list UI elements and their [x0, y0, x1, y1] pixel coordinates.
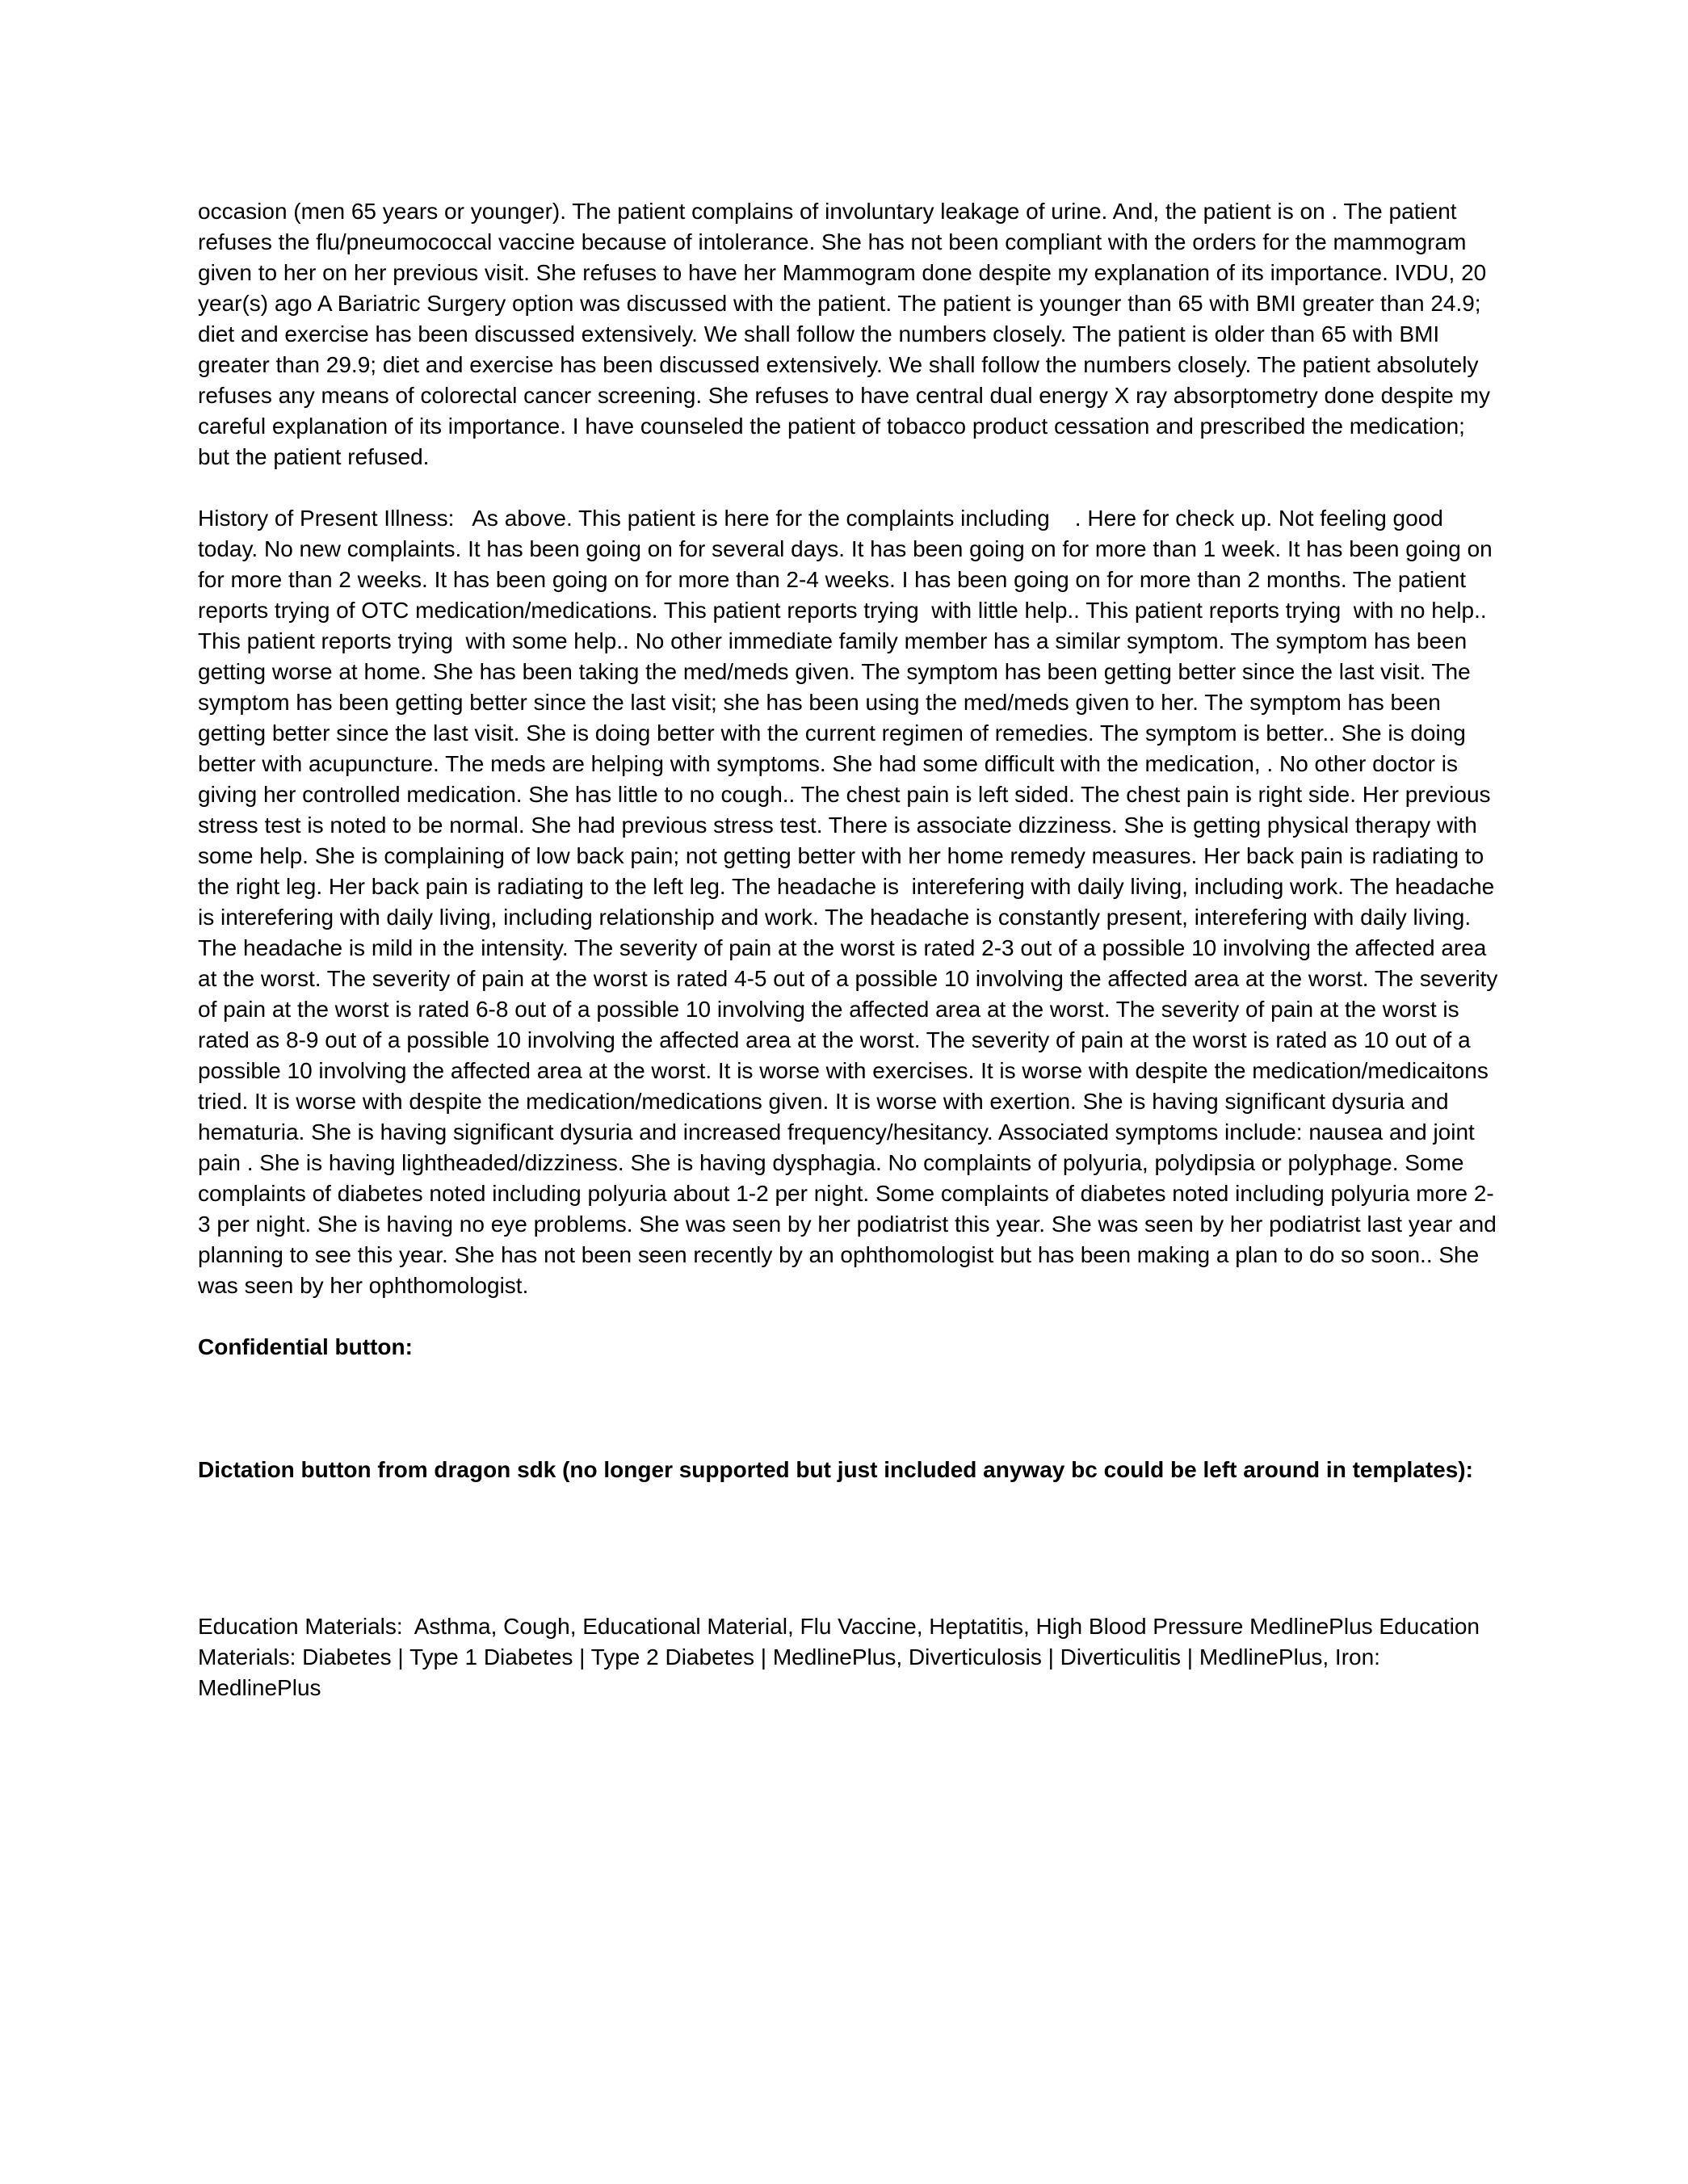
dictation-button-heading: Dictation button from dragon sdk (no longer supported but just included anyway bc could be left around in templates): — [198, 1457, 1473, 1482]
counseling-paragraph: occasion (men 65 years or younger). The patient complains of involuntary leakage of urine. And, the patient is on . The patient refuses the flu/pneumococcal vaccine because of intolerance. She has not been compliant with the orders for the mammogram given to her on her previous visit. She refuses to have her Mammogram done despite my explanation of its importance. IVDU, 20 year(s) ago A Bariatric Surgery option was discussed with the patient. The patient is younger than 65 with BMI greater than 24.9; diet and exercise has been discussed extensively. We shall follow the numbers closely. The patient is older than 65 with BMI greater than 29.9; diet and exercise has been discussed extensively. We shall follow the numbers closely. The patient absolutely refuses any means of colorectal cancer screening. She refuses to have central dual energy X ray absorptometry done despite my careful explanation of its importance. I have counseled the patient of tobacco product cessation and prescribed the medication; but the patient refused. — [198, 199, 1497, 469]
education-materials-paragraph: Education Materials: Asthma, Cough, Educational Material, Flu Vaccine, Heptatitis, High Blood Pressure MedlinePlus Education Materials: Diabetes | Type 1 Diabetes | Type 2 Diabetes | MedlinePlus, Diverticulosis | Diverticulitis | MedlinePlus, Iron: MedlinePlus — [198, 1614, 1486, 1700]
confidential-button-heading: Confidential button: — [198, 1334, 413, 1359]
document-content — [198, 196, 1505, 1703]
hpi-paragraph: History of Present Illness: As above. This patient is here for the complaints including . Here for check up. Not feeling good today. No new complaints. It has been going on for several days. It has been going on for more than 1 week. It has been going on for more than 2 weeks. It has been going on for more than 2-4 weeks. I has been going on for more than 2 months. The patient reports trying of OTC medication/medications. This patient reports trying with little help.. This patient reports trying with no help.. This patient reports trying with some help.. No other immediate family member has a similar symptom. The symptom has been getting worse at home. She has been taking the med/meds given. The symptom has been getting better since the last visit. The symptom has been getting better since the last visit; she has been using the med/meds given to her. The symptom has been getting better since the last visit. She is doing better with the current regimen of remedies. The symptom is better.. She is doing better with acupuncture. The meds are helping with symptoms. She had some difficult with the medication, . No other doctor is giving her controlled medication. She has little to no cough.. The chest pain is left sided. The chest pain is right side. Her previous stress test is noted to be normal. She had previous stress test. There is associate dizziness. She is getting physical therapy with some help. She is complaining of low back pain; not getting better with her home remedy measures. Her back pain is radiating to the right leg. Her back pain is radiating to the left leg. The headache is interefering with daily living, including work. The headache is interefering with daily living, including relationship and work. The headache is constantly present, interefering with daily living. The headache is mild in the intensity. The severity of pain at the worst is rated 2-3 out of a possible 10 involving the affected area at the worst. The severity of pain at the worst is rated 4-5 out of a possible 10 involving the affected area at the worst. The severity of pain at the worst is rated 6-8 out of a possible 10 involving the affected area at the worst. The severity of pain at the worst is rated as 8-9 out of a possible 10 involving the affected area at the worst. The severity of pain at the worst is rated as 10 out of a possible 10 involving the affected area at the worst. It is worse with exercises. It is worse with despite the medication/medicaitons tried. It is worse with despite the medication/medications given. It is worse with exertion. She is having significant dysuria and hematuria. She is having significant dysuria and increased frequency/hesitancy. Associated symptoms include: nausea and joint pain . She is having lightheaded/dizziness. She is having dysphagia. No complaints of polyuria, polydipsia or polyphage. Some complaints of diabetes noted including polyuria about 1-2 per night. Some complaints of diabetes noted including polyuria more 2-3 per night. She is having no eye problems. She was seen by her podiatrist this year. She was seen by her podiatrist last year and planning to see this year. She has not been seen recently by an ophthomologist but has been making a plan to do so soon.. She was seen by her ophthomologist. — [198, 506, 1505, 1298]
